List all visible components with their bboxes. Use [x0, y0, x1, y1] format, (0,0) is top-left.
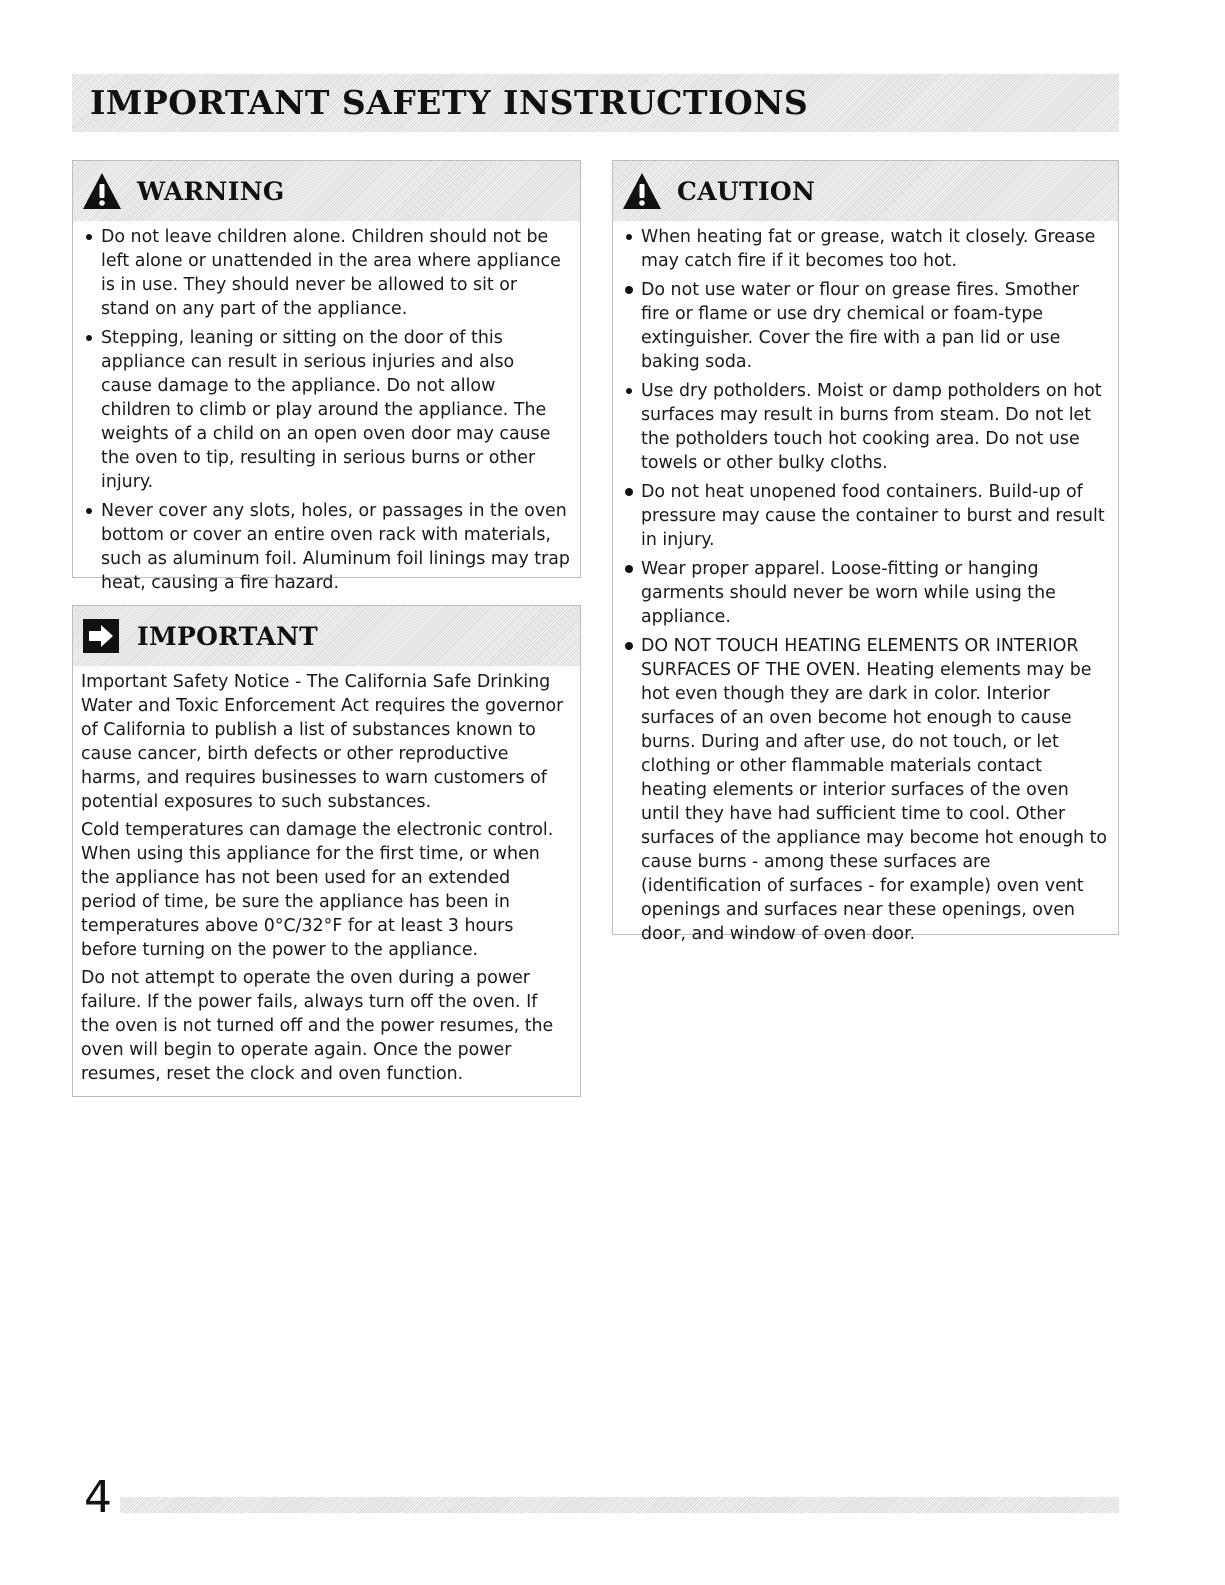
caution-title: CAUTION — [677, 176, 816, 206]
bullet-icon — [86, 508, 92, 514]
caution-item-text: DO NOT TOUCH HEATING ELEMENTS OR INTERIOR SURFACES OF THE OVEN. Heating elements may be hot even though they are dark in color. Interior surfaces of an oven become hot enough to cause burns. During and after use, do not touch, or let clothing or other flammable materials contact heating elements or interior surfaces of the oven until they have had sufficient time to cool. Other surfaces of the appliance may become hot enough to cause burns - among these surfaces are (identification of surfaces - for example) oven vent openings and surfaces near these openings, oven door, and window of oven door. — [641, 636, 1108, 944]
warning-triangle-icon — [81, 171, 123, 211]
page-title-banner — [72, 74, 1119, 132]
bullet-icon — [625, 642, 633, 650]
important-body — [73, 666, 580, 1094]
warning-item-text: Stepping, leaning or sitting on the door of this appliance can result in serious injuries and also cause damage to the appliance. Do not allow children to climb or play around the appliance. The weights of a child on an open oven door may cause the oven to tip, resulting in serious burns or other injury. — [101, 328, 551, 492]
important-title: IMPORTANT — [137, 621, 319, 651]
caution-item-text: Use dry potholders. Moist or damp potholders on hot surfaces may result in burns from steam. Do not let the potholders touch hot cooking area. Do not use towels or other bulky cloths. — [641, 381, 1102, 473]
caution-item-text: When heating fat or grease, watch it closely. Grease may catch fire if it becomes too hot. — [641, 227, 1096, 271]
list-item — [83, 499, 570, 595]
list-item — [623, 480, 1108, 552]
important-panel — [72, 605, 581, 1097]
bullet-icon — [625, 488, 633, 496]
page-number: 4 — [84, 1472, 112, 1523]
list-item — [623, 634, 1108, 946]
warning-panel — [72, 160, 581, 593]
footer-rule — [120, 1497, 1119, 1513]
warning-item-text: Never cover any slots, holes, or passages in the oven bottom or cover an entire oven rack with materials, such as aluminum foil. Aluminum foil linings may trap heat, causing a fire hazard. — [101, 501, 570, 593]
list-item — [623, 379, 1108, 475]
important-paragraph: Cold temperatures can damage the electronic control. When using this appliance for the first time, or when the appliance has not been used for an extended period of time, be sure the appliance has been in temperatures above 0°C/32°F for at least 3 hours before turning on the power to the appliance. — [81, 820, 554, 960]
caution-panel — [612, 160, 1119, 944]
page-title: IMPORTANT SAFETY INSTRUCTIONS — [90, 83, 809, 122]
list-item — [83, 225, 570, 321]
important-header — [73, 606, 580, 666]
caution-item-text: Wear proper apparel. Loose-fitting or hanging garments should never be worn while using the appliance. — [641, 559, 1056, 627]
caution-body — [613, 221, 1118, 955]
bullet-icon — [625, 565, 633, 573]
warning-title: WARNING — [137, 176, 285, 206]
list-item — [623, 225, 1108, 273]
caution-item-text: Do not use water or flour on grease fires. Smother fire or flame or use dry chemical or foam-type extinguisher. Cover the fire with a pan lid or use baking soda. — [641, 280, 1080, 372]
caution-header — [613, 161, 1118, 221]
bullet-icon — [625, 286, 633, 294]
list-item — [623, 557, 1108, 629]
warning-triangle-icon — [621, 171, 663, 211]
caution-item-text: Do not heat unopened food containers. Build-up of pressure may cause the container to burst and result in injury. — [641, 482, 1105, 550]
bullet-icon — [86, 234, 92, 240]
bullet-icon — [626, 388, 632, 394]
warning-item-text: Do not leave children alone. Children should not be left alone or unattended in the area where appliance is in use. They should never be allowed to sit or stand on any part of the appliance. — [101, 227, 561, 319]
list-item — [623, 278, 1108, 374]
important-paragraph: Do not attempt to operate the oven during a power failure. If the power fails, always turn off the oven. If the oven is not turned off and the power resumes, the oven will begin to operate again. Once the power resumes, reset the clock and oven function. — [81, 968, 554, 1084]
important-paragraph: Important Safety Notice - The California Safe Drinking Water and Toxic Enforcement Act requires the governor of California to publish a list of substances known to cause cancer, birth defects or other reproductive harms, and requires businesses to warn customers of potential exposures to such substances. — [81, 672, 564, 812]
list-item — [83, 326, 570, 494]
arrow-right-icon — [81, 616, 123, 656]
bullet-icon — [626, 234, 632, 240]
warning-body — [73, 221, 580, 604]
bullet-icon — [86, 335, 92, 341]
warning-header — [73, 161, 580, 221]
